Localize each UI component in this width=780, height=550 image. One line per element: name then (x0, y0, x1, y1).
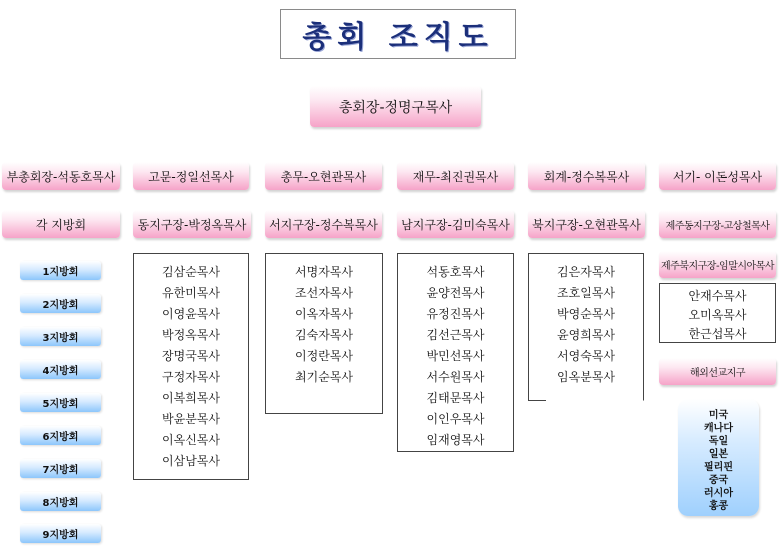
region-label: 7지방회 (42, 465, 79, 476)
district-head-east (133, 210, 251, 238)
district-head-north (528, 210, 645, 238)
district-head-label: 제주북지구장-임말시아목사 (660, 261, 775, 272)
member-name: 이옥자목사 (295, 307, 353, 321)
country-name: 일본 (708, 449, 729, 460)
member-name: 안재수목사 (688, 289, 747, 303)
officer-label: 고문-정일선목사 (148, 169, 234, 184)
region-item (20, 492, 101, 511)
district-head-south (397, 210, 514, 238)
region-label: 9지방회 (42, 530, 79, 541)
president-box (310, 86, 481, 127)
district-members-south (397, 253, 514, 452)
officer-advisor (133, 162, 249, 190)
officer-vice-president (2, 162, 120, 190)
member-name: 이인우목사 (426, 412, 485, 426)
member-name: 박영순목사 (557, 307, 615, 321)
district-members-jeju-north (659, 283, 776, 343)
region-item (20, 327, 101, 346)
member-name: 조선자목사 (295, 286, 353, 300)
member-name: 서명자목사 (295, 265, 353, 279)
member-name: 박윤분목사 (162, 412, 220, 426)
country-name: 미국 (708, 410, 729, 421)
member-name: 석동호목사 (426, 265, 485, 279)
member-name: 최기순목사 (295, 370, 353, 384)
region-label: 6지방회 (42, 432, 79, 443)
district-members-east (133, 253, 249, 480)
member-name: 이영윤목사 (162, 307, 220, 321)
officer-secretary (659, 162, 776, 190)
district-head-label: 북지구장-오현관목사 (532, 217, 641, 232)
member-name: 이옥신목사 (162, 433, 220, 447)
member-name: 임재영목사 (426, 433, 485, 447)
district-members-west (265, 253, 383, 414)
member-name: 조호일목사 (557, 286, 615, 300)
region-item (20, 524, 101, 543)
district-head-label: 남지구장-김미숙목사 (401, 217, 510, 232)
overseas-mission-header (659, 358, 776, 385)
country-name: 홍콩 (708, 501, 729, 512)
region-label: 3지방회 (42, 333, 79, 344)
member-name: 오미옥목사 (688, 308, 747, 322)
officer-label: 회계-정수복목사 (543, 169, 630, 184)
officer-label: 부총회장-석동호목사 (6, 169, 116, 184)
chart-title-box (280, 9, 516, 59)
north-box-bottom-line (528, 400, 546, 401)
member-name: 이복희목사 (162, 391, 220, 405)
overseas-mission-label: 해외선교지구 (690, 368, 745, 379)
member-name: 임옥분목사 (557, 370, 615, 384)
region-item (20, 360, 101, 379)
member-name: 윤영희목사 (557, 328, 615, 342)
overseas-country-list (678, 399, 759, 516)
chart-title: 총회 조직도 (302, 20, 494, 55)
region-item (20, 426, 101, 445)
member-name: 유정진목사 (426, 307, 485, 321)
officer-label: 서기- 이돈성목사 (672, 169, 763, 184)
officer-label: 총무-오현관목사 (280, 169, 367, 184)
member-name: 유한미목사 (162, 286, 220, 300)
region-label: 8지방회 (42, 498, 79, 509)
region-item (20, 294, 101, 313)
region-item (20, 261, 101, 280)
member-name: 서수원목사 (426, 370, 485, 384)
member-name: 장명국목사 (162, 349, 220, 363)
member-name: 서영숙목사 (557, 349, 615, 363)
region-label: 5지방회 (42, 399, 79, 410)
member-name: 박민선목사 (426, 349, 485, 363)
member-name: 이정란목사 (295, 349, 353, 363)
member-name: 박정옥목사 (162, 328, 220, 342)
member-name: 이삼남목사 (162, 454, 220, 468)
member-name: 김태문목사 (426, 391, 485, 405)
member-name: 구정자목사 (162, 370, 220, 384)
district-head-label: 제주동지구장-고상철목사 (665, 220, 770, 232)
country-name: 독일 (708, 436, 729, 447)
officer-finance (397, 162, 514, 190)
district-head-west (265, 210, 382, 238)
district-head-jeju-north (659, 251, 776, 278)
district-members-north (528, 253, 644, 401)
country-name: 러시아 (704, 488, 733, 499)
officer-label: 재무-최진권목사 (412, 169, 499, 184)
member-name: 한근섭목사 (688, 327, 747, 341)
member-name: 김선근목사 (426, 328, 485, 342)
district-head-jeju-east (659, 210, 776, 238)
region-label: 1지방회 (42, 267, 79, 278)
regional-assemblies-label: 각 지방회 (35, 217, 87, 232)
region-label: 4지방회 (42, 366, 79, 377)
officer-general-secretary (265, 162, 382, 190)
region-label: 2지방회 (42, 300, 79, 311)
country-name: 캐나다 (704, 423, 733, 434)
country-name: 중국 (708, 475, 729, 486)
region-item (20, 459, 101, 478)
district-head-label: 서지구장-정수복목사 (269, 217, 378, 232)
president-label: 총회장-정명구목사 (338, 99, 453, 116)
officer-accounting (528, 162, 645, 190)
regional-assemblies-header (2, 210, 120, 238)
region-item (20, 393, 101, 412)
member-name: 윤양전목사 (426, 286, 485, 300)
member-name: 김은자목사 (557, 265, 615, 279)
district-head-label: 동지구장-박정옥목사 (137, 217, 247, 232)
country-name: 필리핀 (704, 462, 733, 473)
member-name: 김숙자목사 (295, 328, 353, 342)
member-name: 김삼순목사 (162, 265, 220, 279)
